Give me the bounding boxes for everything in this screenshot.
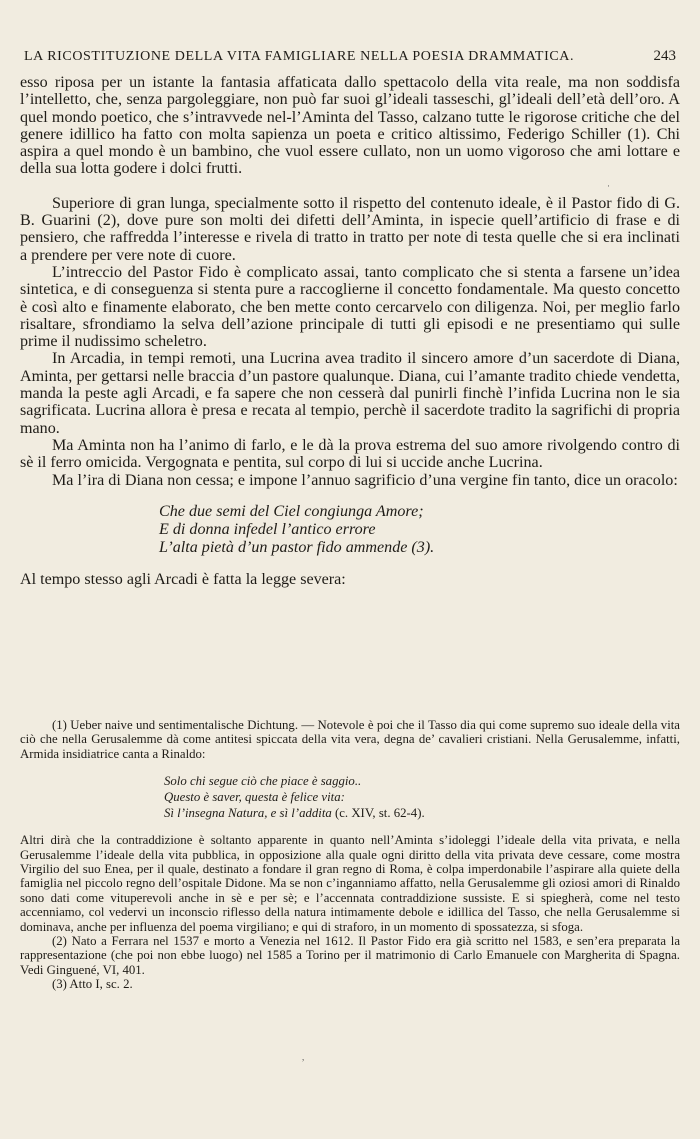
paragraph-3: L’intreccio del Pastor Fido è complicato assai, tanto complicato che si stenta a farsene un’idea sintetica, e di conseguenza si stenta pure a raccoglierne il concetto fondamentale. Ma questo concetto è così alto e finamente elaborato, che ben mette conto cercarvelo con diligenza. Noi, per meglio farlo risaltare, sfrondiamo la selva dell’azione principale di tutti gli episodi e ne presentiamo qui sulle prime il nudissimo scheletro. bbox=[20, 263, 680, 351]
verse-line: L’alta pietà d’un pastor fido ammende (3). bbox=[159, 538, 435, 556]
verse-line: E di donna infedel l’antico errore bbox=[159, 520, 376, 538]
footnote-2: (2) Nato a Ferrara nel 1537 e morto a Venezia nel 1612. Il Pastor Fido era già scritto nel 1583, e sen’era preparata la rappresentazione (che poi non ebbe luogo) nel 1585 a Torino per il matrimonio di Carlo Emanuele con Margherita di Spagna. Vedi Ginguené, VI, 401. bbox=[20, 934, 680, 977]
footnote-verse-line bbox=[164, 805, 680, 821]
footnotes bbox=[20, 718, 680, 992]
footnote-3: (3) Atto I, sc. 2. bbox=[52, 977, 133, 992]
footnote-verse-citation: (c. XIV, st. 62-4). bbox=[331, 806, 425, 821]
footnote-verse bbox=[164, 773, 680, 821]
running-title: LA RICOSTITUZIONE DELLA VITA FAMIGLIARE NELLA POESIA DRAMMATICA. bbox=[24, 49, 575, 64]
paragraph-7: Al tempo stesso agli Arcadi è fatta la legge severa: bbox=[20, 570, 346, 588]
footnote-1-continued: Altri dirà che la contraddizione è soltanto apparente in quanto nell’Aminta s’idoleggi l’ideale della vita privata, e nella Gerusalemme l’ideale della vita pubblica, in opposizione alla quale ogni diritto della vita privata deve cessare, come mostra Virgilio del suo Enea, per il quale, destinato a fondare il gran regno di Roma, è colpa imperdonabile l’aspirare alla quiete della famiglia nel piccolo regno dell’ospitale Didone. Ma se non c’inganniamo affatto, nella Gerusalemme gli oziosi amori di Rinaldo sono dati come vituperevoli anche in sè e per sè; e l’accennata contraddizione sussiste. E si spiegherà, come nel testo accenniamo, col vedervi un inconscio riflesso della natura intimamente debole e idillica del Tasso, che nella Gerusalemme si dominava, anche per influenza del poema virgiliano; e qui di straforo, in un momento di spossatezza, si sfoga. bbox=[20, 833, 680, 934]
print-speck: , bbox=[302, 1052, 305, 1062]
footnote-verse-last: Sì l’insegna Natura, e sì l’addita bbox=[164, 806, 332, 821]
main-text bbox=[20, 74, 680, 588]
paragraph-4: In Arcadia, in tempi remoti, una Lucrina avea tradito il sincero amore d’un sacerdote di Diana, Aminta, per gettarsi nelle braccia d’un pastore qualunque. Diana, cui l’amante tradito chiede vendetta, manda la peste agli Arcadi, e fa sapere che non cesserà dal punirli finchè l’infida Lucrina non le sia sagrificata. Lucrina allora è presa e recata al tempio, perchè il sacerdote tradito la sagrifichi di propria mano. bbox=[20, 350, 680, 437]
paragraph-2: Superiore di gran lunga, specialmente sotto il rispetto del contenuto ideale, è il Pastor fido di G. B. Guarini (2), dove pure son molti dei difetti dell’Aminta, in ispecie quell’artificio di frase e di pensiero, che raffredda l’interesse e rivela di tratto in tratto per note di testa quelle che si era inclinati a prendere per vere note di cuore. bbox=[20, 194, 680, 264]
footnote-verse-line: Questo è saver, questa è felice vita: bbox=[164, 790, 345, 805]
running-header bbox=[24, 48, 676, 65]
verse-line: Che due semi del Ciel congiunga Amore; bbox=[159, 502, 424, 520]
oracle-verse bbox=[159, 503, 680, 557]
footnote-verse-line: Solo chi segue ciò che piace è saggio.. bbox=[164, 774, 362, 789]
paragraph-1: esso riposa per un istante la fantasia affaticata dallo spettacolo della vita reale, ma non soddisfa l’intelletto, che, senza pargoleggiare, non può far suoi gl’ideali tasseschi, gl’ideali dell’età dell’oro. A quel mondo poetico, che s’intravvede nel-l’Aminta del Tasso, calzano tutte le rigorose critiche che del genere idillico ha fatto con molta sapienza un poeta e critico altissimo, Federigo Schiller (1). Chi aspira a quel mondo è un bambino, che vuol essere cullato, non un uomo vigoroso che ami lottare e della sua lotta godere i dolci frutti. bbox=[20, 74, 680, 178]
print-speck: · bbox=[607, 181, 610, 191]
paragraph-6: Ma l’ira di Diana non cessa; e impone l’annuo sagrificio d’una vergine fin tanto, dice un oracolo: bbox=[52, 471, 678, 489]
page-number: 243 bbox=[653, 48, 676, 64]
paragraph-5: Ma Aminta non ha l’animo di farlo, e le dà la prova estrema del suo amore rivolgendo contro di sè il ferro omicida. Vergognata e pentita, sul corpo di lui si uccide anche Lucrina. bbox=[20, 436, 680, 472]
footnote-1: (1) Ueber naive und sentimentalische Dichtung. — Notevole è poi che il Tasso dia qui come supremo suo ideale della vita ciò che nella Gerusalemme dà come antitesi spiccata della vita vera, degna de’ cavalieri cristiani. Nella Gerusalemme, infatti, Armida insidiatrice canta a Rinaldo: bbox=[20, 718, 680, 761]
